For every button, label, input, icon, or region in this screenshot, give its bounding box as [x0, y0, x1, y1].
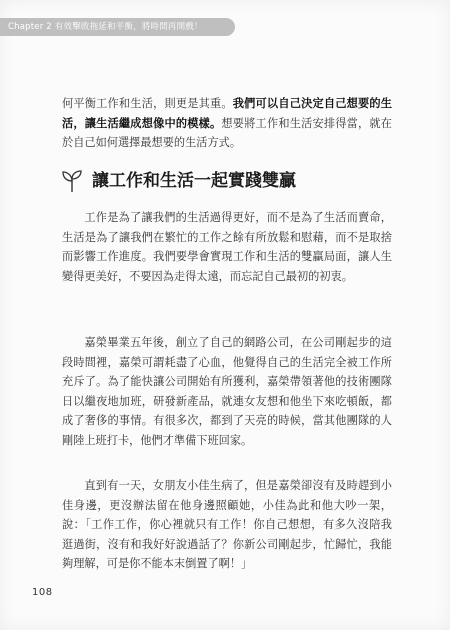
paragraph-2: [62, 208, 392, 286]
section-title: 讓工作和生活一起實踐雙贏: [92, 171, 296, 191]
paragraph-2-text: 工作是為了讓我們的生活過得更好，而不是為了生活而賣命，生活是為了讓我們在繁忙的工作之餘有所放鬆和慰藉，而不是取捨而影響工作進度。我們要學會實現工作和生活的雙贏局面，讓人生變得更美好，不要因為走得太遠，而忘記自己最初的初衷。: [62, 211, 392, 283]
sprout-icon: [62, 169, 82, 193]
page-number: 108: [32, 587, 53, 598]
paragraph-intro: [62, 94, 392, 153]
intro-text-start: 何平衡工作和生活，則更是其重。: [62, 97, 233, 110]
paragraph-3-text: 嘉榮畢業五年後，創立了自己的網路公司，在公司剛起步的這段時間裡，嘉榮可謂耗盡了心血，他覺得自己的生活完全被工作所充斥了。為了能快讓公司開始有所獲利，嘉榮帶領著他的技術團隊日以繼夜地加班，研發新產品，就連女友想和他坐下來吃頓飯，都成了奢侈的事情。有很多次，都到了天亮的時候，當其他團隊的人剛陸上班打卡，他們才準備下班回家。: [62, 336, 392, 447]
section-heading: [62, 166, 392, 196]
chapter-header-text: Chapter 2 有效擊敗拖延和平衡，將時間再開戲！: [8, 22, 203, 32]
intro-text-emphasis: 我們可以自己決定自己想要的生活，讓生活繼成想像中的模樣。: [62, 96, 392, 130]
paragraph-3: [62, 333, 392, 450]
intro-text-end: 想要將工作和生活安排得當，就在於自己如何選擇最想要的生活方式。: [62, 116, 392, 149]
paragraph-4-text: 直到有一天，女朋友小佳生病了，但是嘉榮卻沒有及時趕到小佳身邊，更沒辦法留在他身邊照顧她，小佳為此和他大吵一架，說：「工作工作，你心裡就只有工作！你自己想想，有多久沒陪我逛過街，沒有和我好好說過話了？你新公司剛起步，忙歸忙，我能夠理解，可是你不能本末倒置了啊！」: [62, 479, 392, 570]
paragraph-4: [62, 476, 392, 574]
